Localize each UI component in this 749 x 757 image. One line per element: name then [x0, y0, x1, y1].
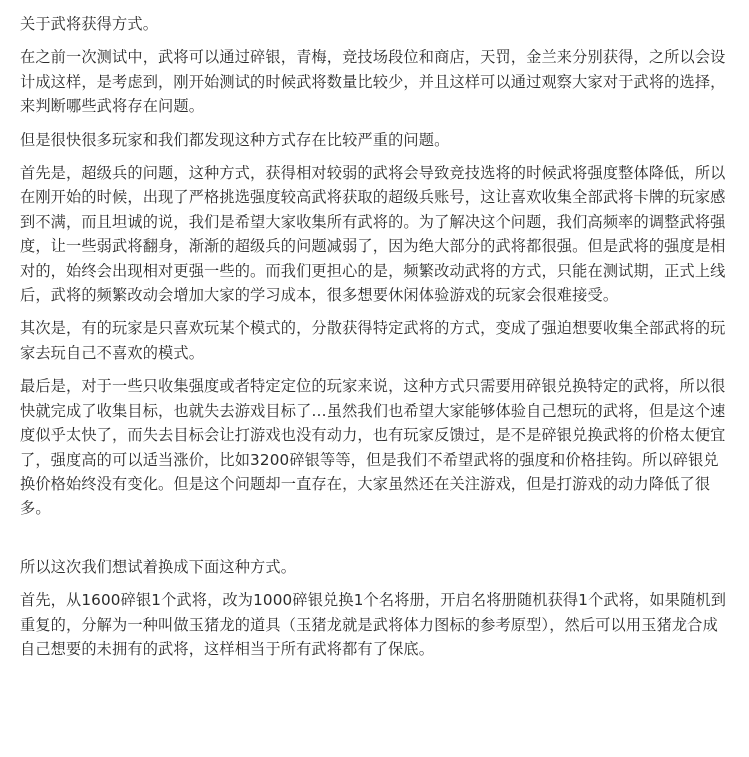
paragraph-new-method-detail: 首先，从1600碎银1个武将，改为1000碎银兑换1个名将册，开启名将册随机获得1个武将，如果随机到重复的，分解为一种叫做玉猪龙的道具（玉猪龙就是武将体力图标的参考原型），然后可以用玉猪龙合成自己想要的未拥有的武将，这样相当于所有武将都有了保底。	[20, 591, 727, 658]
paragraph-problem-intro: 但是很快很多玩家和我们都发现这种方式存在比较严重的问题。	[20, 130, 450, 149]
paragraph-second-issue: 其次是，有的玩家是只喜欢玩某个模式的，分散获得特定武将的方式，变成了强迫想要收集全部武将的玩家去玩自己不喜欢的模式。	[20, 319, 726, 362]
paragraph-previous-test: 在之前一次测试中，武将可以通过碎银，青梅，竞技场段位和商店，天罚，金兰来分别获得，之所以会设计成这样，是考虑到，刚开始测试的时候武将数量比较少，并且这样可以通过观察大家对于武将的选择，来判断哪些武将存在问题。	[20, 48, 726, 116]
paragraph-new-approach: 所以这次我们想试着换成下面这种方式。	[20, 557, 297, 576]
paragraph-first-issue: 首先是，超级兵的问题，这种方式，获得相对较弱的武将会导致竞技选将的时候武将强度整体降低，所以在刚开始的时候，出现了严格挑选强度较高武将获取的超级兵账号，这让喜欢收集全部武将卡牌的玩家感到不满，而且坦诚的说，我们是希望大家收集所有武将的。为了解决这个问题，我们高频率的调整武将强度，让一些弱武将翻身，渐渐的超级兵的问题减弱了，因为绝大部分的武将都很强。但是武将的强度是相对的，始终会出现相对更强一些的。而我们更担心的是，频繁改动武将的方式，只能在测试期，正式上线后，武将的频繁改动会增加大家的学习成本，很多想要休闲体验游戏的玩家会很难接受。	[20, 164, 726, 305]
article-title: 关于武将获得方式。	[20, 15, 159, 33]
paragraph-third-issue: 最后是，对于一些只收集强度或者特定定位的玩家来说，这种方式只需要用碎银兑换特定的武将，所以很快就完成了收集目标，也就失去游戏目标了…虽然我们也希望大家能够体验自己想玩的武将，但是这个速度似乎太快了，而失去目标会让打游戏也没有动力，也有玩家反馈过，是不是碎银兑换武将的价格太便宜了，强度高的可以适当涨价，比如3200碎银等等，但是我们不希望武将的强度和价格挂钩。所以碎银兑换价格始终没有变化。但是这个问题却一直存在，大家虽然还在关注游戏，但是打游戏的动力降低了很多。	[20, 377, 726, 518]
